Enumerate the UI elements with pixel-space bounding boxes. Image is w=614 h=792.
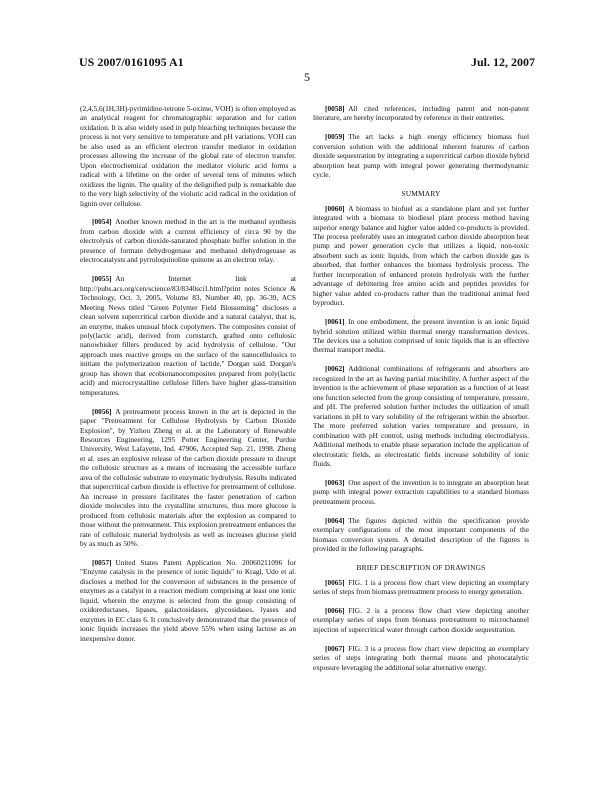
paragraph: [0058] All cited references, including patent and non-patent literature, are hereby incorporated by reference in their entireties.: [313, 104, 529, 123]
page-header: [79, 55, 535, 71]
left-column: [80, 104, 296, 653]
page-number: 5: [304, 70, 310, 84]
paragraph-number: [0061]: [325, 317, 345, 327]
paragraph: [0063] One aspect of the invention is to integrate an absorption heat pump with integral power extraction capabilities to a standard biomass pretreatment process.: [313, 477, 529, 506]
right-column: [313, 104, 529, 682]
paragraph-number: [0064]: [325, 515, 345, 525]
paragraph: (2,4,5,6(1H,3H)-pyrimidine-tetrone 5-oxime, VOH) is often employed as an analytical reagent for chromatographic separation and for cation oxidation. It is also widely used in pulp bleaching techniques because the process is not very sensitive to temperature and pH variations. VOH can be also used as an efficient electron transfer mediator in oxidation processes allowing the increase of the global rate of electron transfer. Upon electrochemical oxidation the mediator violuric acid forms a radical with a lifetime on the order of several tens of minutes which oxidizes the lignin. The quality of the delignified pulp is remarkable due to the very high selectivity of the violuric acid radical in the oxidation of lignin over cellulose.: [80, 104, 296, 208]
drawings-heading: BRIEF DESCRIPTION OF DRAWINGS: [356, 563, 486, 573]
paragraph-number: [0057]: [92, 557, 112, 567]
paragraph-number: [0062]: [325, 364, 345, 374]
publication-date: Jul. 12, 2007: [470, 55, 535, 69]
publication-number: US 2007/0161095 A1: [79, 55, 184, 69]
paragraph: [0054] Another known method in the art is the methanol synthesis from carbon dioxide with a current efficiency of circa 90 by the electrolysis of carbon dioxide-saturated phosphate buffer solution in the presence of formate dehydrogenase and methanol dehydrogenase as electrocatalysts and pyrroloquinoline quinone as an electron relay.: [80, 217, 296, 265]
paragraph-number: [0065]: [325, 577, 345, 587]
paragraph: [0060] A biomass to biofuel as a standalone plant and yet further integrated with a biomass to biodiesel plant process method having superior energy balance and higher value added co-products is provided. The process preferably uses an integrated carbon dioxide absorption heat pump and power generation cycle that utilizes a liquid, non-toxic absorbent such as ionic liquids, from which the carbon dioxide gas is absorbed, that further enhances the biomass hydrolysis process. The further incorporation of enhanced protein hydrolysis with the further advantage of debittering free amino acids and peptides provides for higher value added co-products rather than the traditional animal feed byproduct.: [313, 203, 529, 308]
paragraph-number: [0060]: [325, 203, 345, 213]
paragraph-number: [0055]: [92, 274, 112, 284]
paragraph: [0064] The figures depicted within the specification provide exemplary configurations of the most important components of the biomass conversion system. A detailed description of the figures is provided in the following paragraphs.: [313, 515, 529, 554]
paragraph: [0057] United States Patent Application No. 20060211096 for "Enzyme catalysis in the presence of ionic liquids" to Kragl, Udo et al. discloses a method for the conversion of substances in the presence of enzymes as a catalyst in a reaction medium comprising at least one ionic liquid, wherein the enzyme is selected from the group consisting of oxidoreductases, lipases, galactosidases, glycosidases, lyases and enzymes in EC class 6. It conclusively demonstrated that the presence of ionic liquids increases the yield above 55% when using lactose as an inexpensive donor.: [80, 557, 296, 643]
paragraph: [0062] Additional combinations of refrigerants and absorbers are recognized in the art as having partial miscibility. A further aspect of the invention is the achievement of phase separation as a function of at least one function selected from the group consisting of temperature, pressure, and pH. The preferred solution further includes the utilization of small variations in pH to vary solubility of the refrigerant within the absorber. The more preferred solution varies temperature and pressure, in combination with pH control, using methods including electrodialysis. Additional methods to enable phase separation include the application of electrostatic fields, as electrostatic fields increase solubility of ionic fluids.: [313, 364, 529, 468]
paragraph: [0056] A pretreatment process known in the art is depicted in the paper "Pretreatment for Cellulose Hydrolysis by Carbon Dioxide Explosion", by Yizhou Zheng et al. at the Laboratory of Renewable Resources Engineering, 1295 Potter Engineering Center, Purdue University, West Lafayette, Ind. 47906, Accepted Sep. 21, 1998. Zheng et al. uses an explosive release of the carbon dioxide pressure to disrupt the cellulosic structure as a means of increasing the accessible surface area of the cellulosic substrate to enzymatic hydrolysis. Results indicated that supercritical carbon dioxide is effective for pretreatment of cellulose. An increase in pressure facilitates the faster penetration of carbon dioxide molecules into the crystalline structures, thus more glucose is produced from cellulosic materials after the explosion as compared to those without the pretreatment. This explosion pretreatment enhances the rate of cellulosic material hydrolysis as well as increases glucose yield by as much as 50%.: [80, 406, 297, 548]
paragraph-number: [0063]: [325, 477, 345, 487]
paragraph: [0061] In one embodiment, the present invention is an ionic liquid hybrid solution utilized within thermal energy transformation devices. The devices use a solution comprised of ionic liquids that is an effective thermal transport media.: [313, 317, 529, 355]
paragraph-number: [0066]: [325, 605, 345, 615]
summary-heading: SUMMARY: [401, 189, 441, 199]
paragraph-number: [0054]: [92, 217, 112, 227]
paragraph-number: [0059]: [325, 132, 345, 142]
paragraph: [0065] FIG. 1 is a process flow chart view depicting an exemplary series of steps from biomass pretreatment process to energy generation.: [313, 577, 529, 596]
paragraph: [0059] The art lacks a high energy efficiency biomass fuel conversion solution with the additional inherent features of carbon dioxide sequestration by integrating a supercritical carbon dioxide hybrid absorption heat pump with integral power generating thermodynamic cycle.: [313, 132, 529, 180]
paragraph: [0055] An Internet link at http://pubs.acs.org/cen/science/83/8340sci1.html?print notes Science & Technology, Oct. 3, 2005, Volume 83, Number 40, pp. 36-39, ACS Meeting News titled "Green Polymer Field Blossoming" discloses a clean solvent supercritical carbon dioxide and a natural catalyst, that is, an enzyme, makes unusual block copolymers. The composites consist of poly(lactic acid), derived from cornstarch, grafted onto cellulosic nanowhisker fillers produced by acid hydrolysis of cellulose. "Our approach uses reactive groups on the surface of the nanocellulosics to initiate the polymerization reaction of lactide," Dorgan said. Dorgan's group has shown that ecobionanocomposites prepared from poly(lactic acid) and microcrystalline cellulose fillers have higher glass-transition temperatures.: [80, 274, 296, 397]
paragraph-number: [0067]: [325, 643, 345, 653]
paragraph-number: [0058]: [325, 104, 345, 113]
paragraph: [0067] FIG. 3 is a process flow chart view depicting an exemplary series of steps integrating both thermal means and photocatalytic exposure leveraging the additional solar alternative energy.: [313, 643, 529, 672]
paragraph-number: [0056]: [92, 406, 112, 416]
paragraph: [0066] FIG. 2 is a process flow chart view depicting another exemplary series of steps from biomass pretreatment to microchannel injection of supercritical water through carbon dioxide sequestration.: [313, 605, 529, 634]
